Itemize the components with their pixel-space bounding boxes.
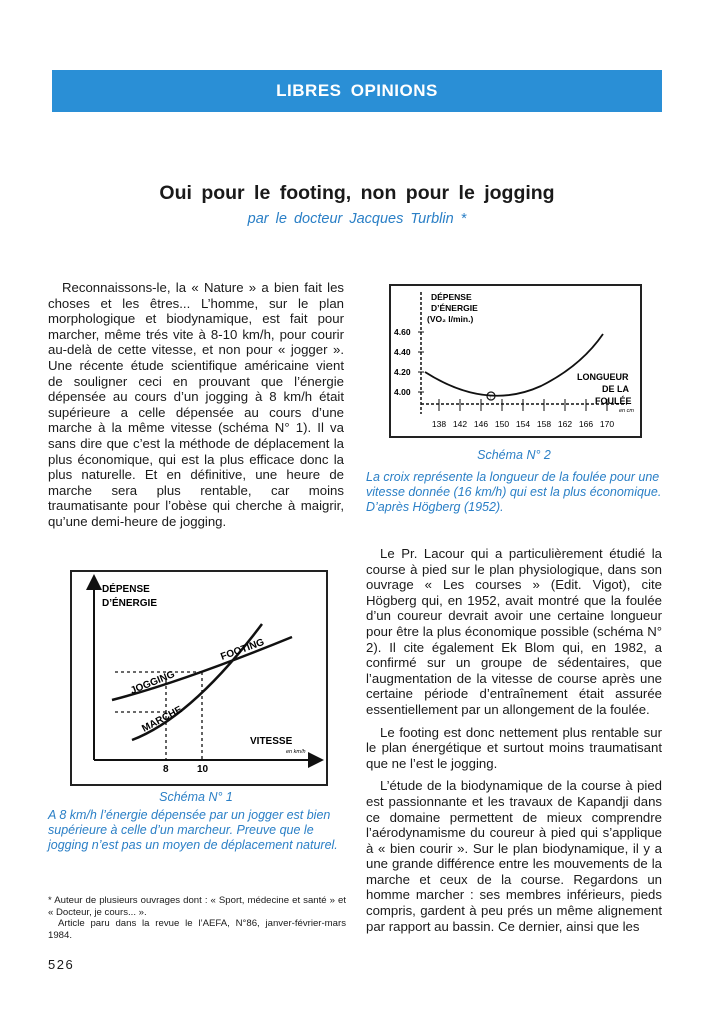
paragraph: Le Pr. Lacour qui a particulièrement étudié la course à pied sur le plan physiologique, dans son ouvrage « Les courses » (Edit. Vigot), cite Högberg qui, en 1952, avait montré que la foulée d’un coureur devrait avoir une certaine longueur pour être la plus économique possible (schéma N° 2). Il cite également Ek Blom qui, en 1982, a confirmé sur un groupe de sédentaires, que l’augmentation de la vitesse de course après une certaine période d’entraînement était assurée essentiellement par un allongement de la foulée.: [366, 546, 662, 717]
footnotes: [48, 895, 346, 941]
y-label-1: DÉPENSE: [431, 292, 472, 302]
energy-curve: [425, 334, 603, 396]
x-tick-label: 166: [578, 419, 594, 429]
x-tick-label: 170: [599, 419, 615, 429]
label-footing: FOOTING: [219, 636, 266, 663]
x-tick-label: 158: [536, 419, 552, 429]
article-title: Oui pour le footing, non pour le jogging: [159, 182, 555, 204]
y-label-1: DÉPENSE: [102, 584, 150, 595]
x-tick-label: 146: [473, 419, 489, 429]
x-tick-label: 150: [494, 419, 510, 429]
x-tick-label: 162: [557, 419, 573, 429]
x-unit: en km/h: [286, 749, 306, 755]
paragraph: Reconnaissons-le, la « Nature » a bien fait les choses et les êtres... L’homme, sur le plan morphologique et biodynamique, est fait pour marcher, même trés vite à 8-10 km/h, pour courir au-delà de cette vitesse, et non pour « jogger ». Une récente étude scientifique américaine vient de souligner ceci en prouvant que l’énergie dépensée au cours d’un jogging à 8 km/h était supérieure a celle dépensée au cours d’une marche à la même vitesse (schéma N° 1). Il va sans dire que c’est la méthode de déplacement la plus économique, qui est la plus efficace donc la plus naturelle. Et en définitive, une heure de marche sera plus rentable, car moins traumatisante pour l’obèse qui cherche à maigrir, qu’une demi-heure de jogging.: [48, 280, 344, 529]
y-tick-label: 4.20: [394, 367, 411, 377]
label-jogging: JOGGING: [129, 669, 177, 697]
paragraph: Le footing est donc nettement plus rentable sur le plan énergétique et surtout moins traumatisant que ne l’est le jogging.: [366, 724, 662, 771]
figure-2-caption-title: Schéma N° 2: [477, 448, 551, 462]
page-number: 526: [48, 957, 75, 972]
x-tick-label: 138: [431, 419, 447, 429]
x-label: VITESSE: [250, 736, 293, 747]
x-label-3: FOULÉE: [595, 396, 632, 406]
figure-1-chart: [72, 572, 326, 784]
x-label-1: LONGUEUR: [577, 372, 629, 382]
x-tick-label: 154: [515, 419, 531, 429]
tick-10: 10: [197, 764, 209, 775]
optimum-marker-glyph: ↑: [488, 395, 492, 401]
section-banner: LIBRES OPINIONS: [52, 70, 662, 112]
x-tick-label: 142: [452, 419, 468, 429]
figure-2: [389, 284, 642, 438]
figure-1-caption: A 8 km/h l’énergie dépensée par un jogger est bien supérieure à celle d’un marcheur. Preuve que le jogging n’est pas un moyen de déplacement naturel.: [48, 808, 338, 852]
y-tick-label: 4.00: [394, 387, 411, 397]
footnote-1: * Auteur de plusieurs ouvrages dont : « Sport, médecine et santé » et « Docteur, je cours... ».: [48, 895, 346, 918]
tick-8: 8: [163, 764, 169, 775]
figure-2-caption: La croix représente la longueur de la foulée pour une vitesse donnée (16 km/h) qui est la plus économique. D’après Högberg (1952).: [366, 470, 662, 514]
x-unit: en cm: [619, 408, 634, 414]
y-label-2: D’ÉNERGIE: [431, 303, 478, 313]
label-marche: MARCHE: [140, 704, 185, 735]
footnote-2: Article paru dans la revue le l’AEFA, N°86, janver-février-mars 1984.: [48, 918, 346, 941]
figure-2-chart: [391, 286, 640, 436]
x-label-2: DE LA: [602, 384, 629, 394]
y-tick-label: 4.60: [394, 327, 411, 337]
article-byline: par le docteur Jacques Turblin *: [247, 211, 467, 227]
right-column: [366, 546, 662, 941]
y-label-3: (VO₂ l/min.): [427, 314, 474, 324]
y-ticks: [394, 327, 424, 397]
y-tick-label: 4.40: [394, 347, 411, 357]
figure-1: [70, 570, 328, 786]
paragraph: L’étude de la biodynamique de la course à pied est passionnante et les travaux de Kapandji dans ce domaine permettent de mieux comprendre l’aérodynamisme du coureur à pied qui s’applique à « bien courir ». Sur le plan biodynamique, il y a une grande différence entre les mouvements de la marche et ceux de la course. Regardons un homme marcher : ses membres inférieurs, pieds compris, gardent à peu prés un même alignement par rapport au bassin. Ce dernier, ainsi que les: [366, 778, 662, 934]
y-label-2: D’ÉNERGIE: [102, 598, 158, 609]
left-column: [48, 280, 344, 537]
figure-1-caption-title: Schéma N° 1: [159, 790, 233, 804]
